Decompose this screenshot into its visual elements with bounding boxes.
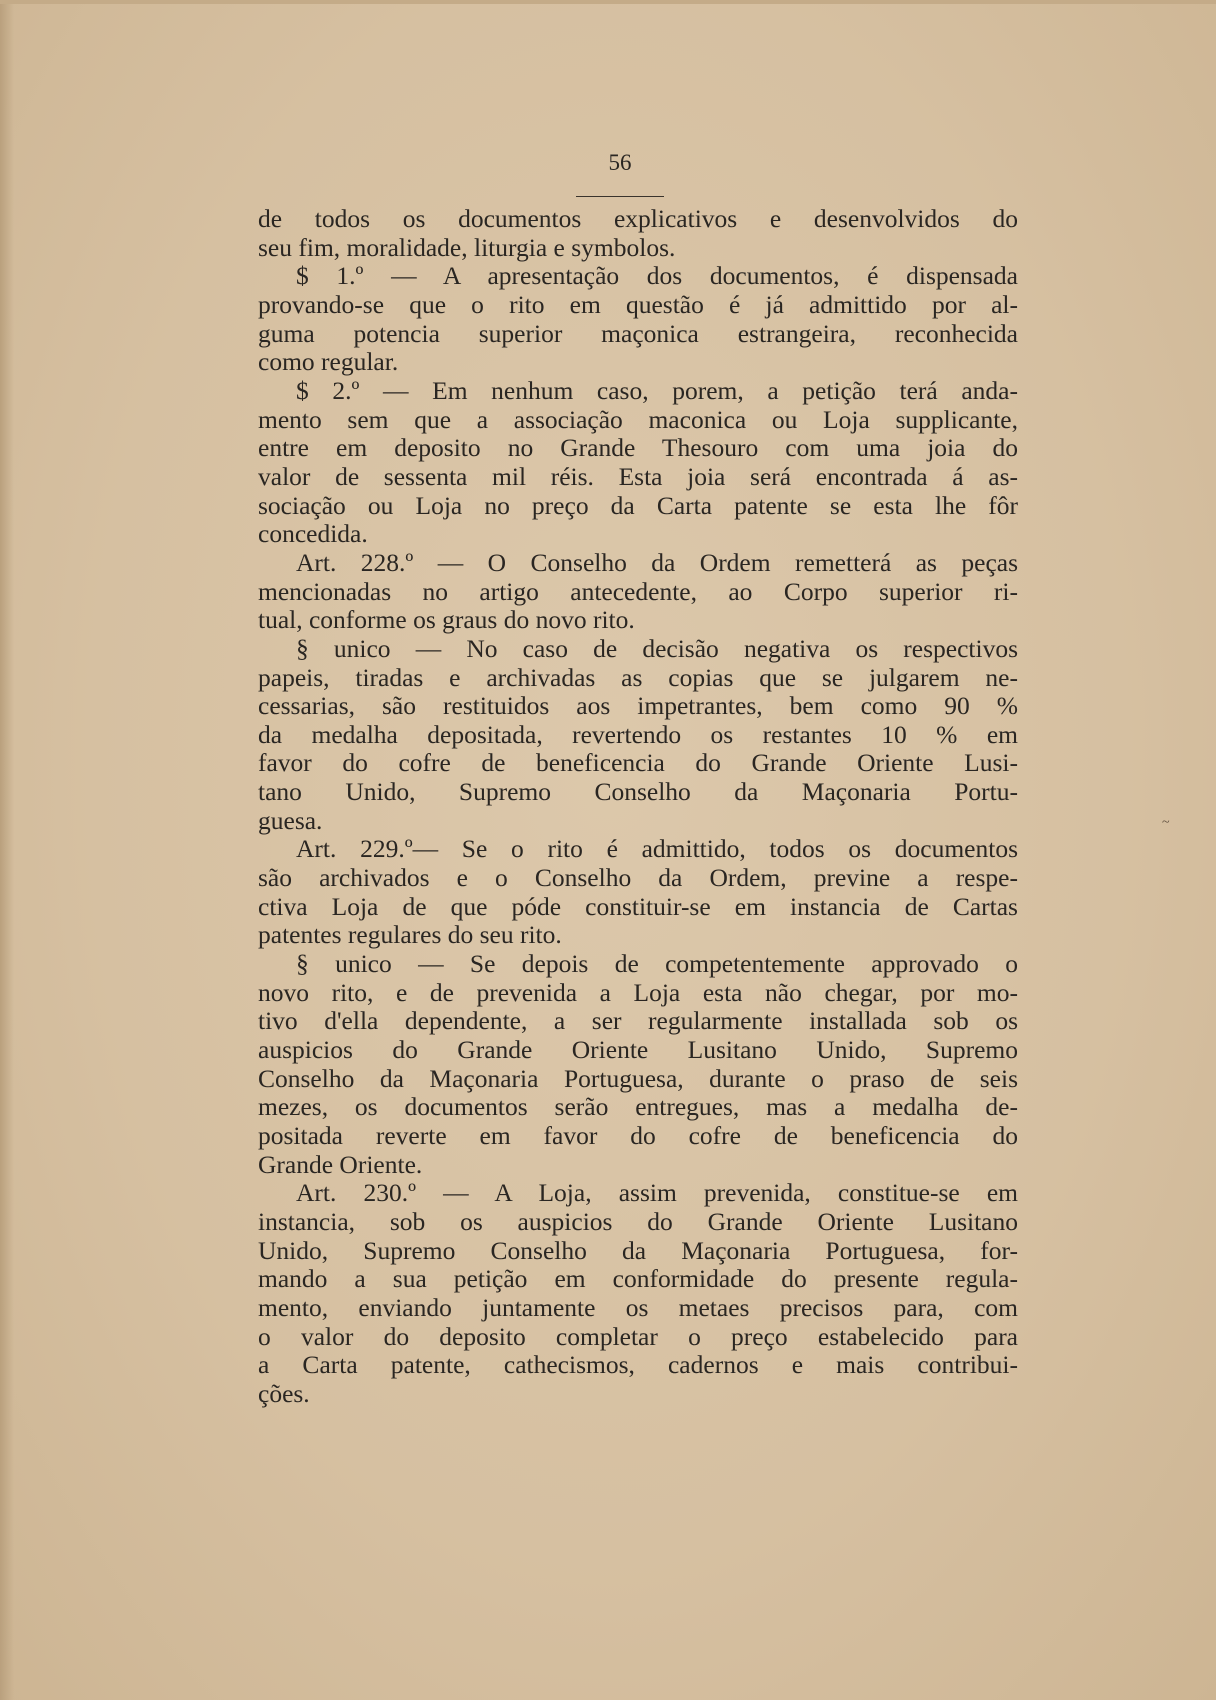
- text-line: tano Unido, Supremo Conselho da Maçonaria Portu-: [258, 777, 1018, 807]
- page-top-edge: [0, 0, 1216, 4]
- text-line: entre em deposito no Grande Thesouro com uma joia do: [258, 433, 1018, 463]
- text-line: provando-se que o rito em questão é já admittido por al-: [258, 289, 1018, 319]
- text-line: mencionadas no artigo antecedente, ao Corpo superior ri-: [258, 576, 1018, 606]
- paragraph: [258, 635, 1018, 836]
- text-line: seu fim, moralidade, liturgia e symbolos.: [258, 232, 676, 262]
- text-line: Art. 230.º — A Loja, assim prevenida, constitue-se em: [296, 1178, 1018, 1208]
- text-line: $ 2.º — Em nenhum caso, porem, a petição terá anda-: [296, 375, 1018, 405]
- paragraph: [258, 205, 1018, 262]
- text-line: concedida.: [258, 519, 368, 549]
- margin-mark: ~: [1162, 815, 1170, 830]
- page-edge-shadow: [0, 0, 14, 1700]
- paragraph: [258, 549, 1018, 635]
- text-line: cessarias, são restituidos aos impetrantes, bem como 90 %: [258, 691, 1018, 721]
- text-line: a Carta patente, cathecismos, cadernos e mais contribui-: [258, 1350, 1018, 1380]
- text-line: $ 1.º — A apresentação dos documentos, é dispensada: [296, 261, 1018, 291]
- text-line: favor do cofre de beneficencia do Grande Oriente Lusi-: [258, 748, 1018, 778]
- text-line: ctiva Loja de que póde constituir-se em instancia de Cartas: [258, 891, 1018, 921]
- text-line: tual, conforme os graus do novo rito.: [258, 605, 635, 635]
- text-line: ções.: [258, 1378, 310, 1408]
- text-line: § unico — Se depois de competentemente approvado o: [296, 949, 1018, 979]
- text-line: auspicios do Grande Oriente Lusitano Unido, Supremo: [258, 1035, 1018, 1065]
- text-line: de todos os documentos explicativos e desenvolvidos do: [258, 204, 1018, 233]
- paragraph: [258, 950, 1018, 1179]
- text-line: instancia, sob os auspicios do Grande Oriente Lusitano: [258, 1206, 1018, 1236]
- text-line: da medalha depositada, revertendo os restantes 10 % em: [258, 719, 1018, 749]
- text-line: guma potencia superior maçonica estrangeira, reconhecida: [258, 318, 1018, 348]
- text-line: guesa.: [258, 805, 323, 835]
- text-line: novo rito, e de prevenida a Loja esta não chegar, por mo-: [258, 977, 1018, 1007]
- text-line: mezes, os documentos serão entregues, mas a medalha de-: [258, 1092, 1018, 1122]
- text-line: patentes regulares do seu rito.: [258, 920, 562, 950]
- text-line: papeis, tiradas e archivadas as copias que se julgarem ne-: [258, 662, 1018, 692]
- page-number: 56: [608, 150, 632, 175]
- paragraph: [258, 262, 1018, 377]
- body-text: [258, 205, 1018, 1409]
- text-line: Art. 229.º— Se o rito é admittido, todos os documentos: [296, 834, 1018, 864]
- page-number-rule: [576, 196, 664, 197]
- text-line: são archivados e o Conselho da Ordem, previne a respe-: [258, 863, 1018, 893]
- text-line: Unido, Supremo Conselho da Maçonaria Portuguesa, for-: [258, 1235, 1018, 1265]
- text-line: mento, enviando juntamente os metaes precisos para, com: [258, 1292, 1018, 1322]
- text-line: tivo d'ella dependente, a ser regularmente installada sob os: [258, 1006, 1018, 1036]
- paragraph: [258, 377, 1018, 549]
- paragraph: [258, 1179, 1018, 1408]
- text-line: mento sem que a associação maconica ou Loja supplicante,: [258, 404, 1018, 434]
- text-line: sociação ou Loja no preço da Carta patente se esta lhe fôr: [258, 490, 1018, 520]
- text-line: § unico — No caso de decisão negativa os respectivos: [296, 633, 1018, 663]
- text-line: como regular.: [258, 347, 399, 377]
- text-line: Conselho da Maçonaria Portuguesa, durante o praso de seis: [258, 1063, 1018, 1093]
- text-line: Art. 228.º — O Conselho da Ordem remetterá as peças: [296, 547, 1018, 577]
- text-line: valor de sessenta mil réis. Esta joia será encontrada á as-: [258, 461, 1018, 491]
- text-line: Grande Oriente.: [258, 1149, 423, 1179]
- text-line: o valor do deposito completar o preço estabelecido para: [258, 1321, 1018, 1351]
- text-line: positada reverte em favor do cofre de beneficencia do: [258, 1121, 1018, 1150]
- paragraph: [258, 835, 1018, 950]
- text-line: mando a sua petição em conformidade do presente regula-: [258, 1264, 1018, 1294]
